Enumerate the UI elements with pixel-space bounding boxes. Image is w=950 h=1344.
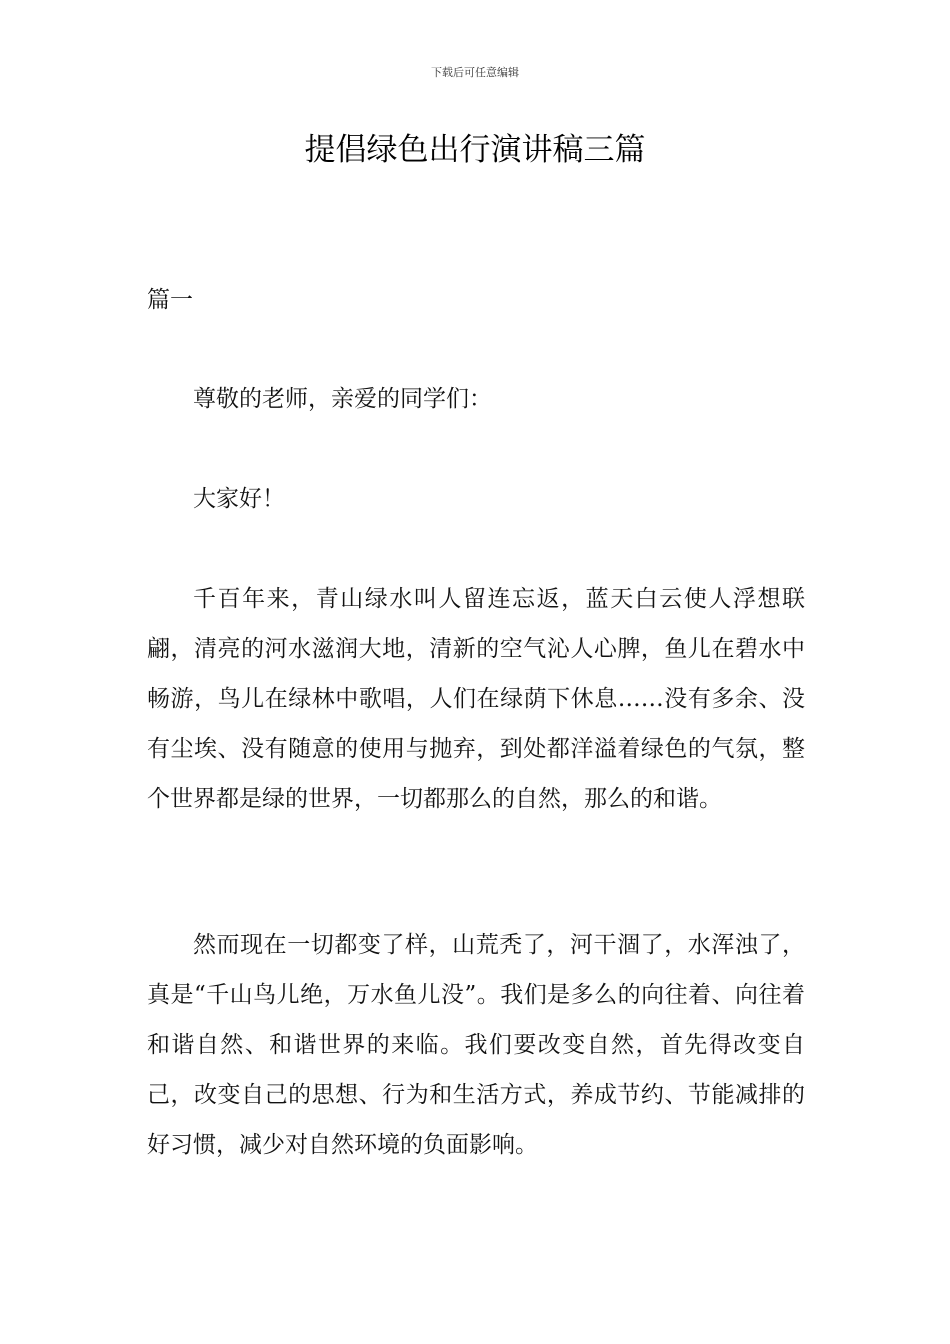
paragraph-greeting: 尊敬的老师，亲爱的同学们： xyxy=(193,386,492,412)
paragraph-hello: 大家好！ xyxy=(193,486,285,512)
paragraph-body: 然而现在一切都变了样，山荒秃了，河干涸了，水浑浊了，真是“千山鸟儿绝，万水鱼儿没”。我们是多么的向往着、向往着和谐自然、和谐世界的来临。我们要改变自然，首先得改变自己，改变自己的思想、行为和生活方式，养成节约、节能减排的好习惯，减少对自然环境的负面影响。 xyxy=(147,932,805,1158)
document-title: 提倡绿色出行演讲稿三篇 xyxy=(304,132,646,168)
section-label: 篇一 xyxy=(147,287,193,313)
header-note: 下载后可任意编辑 xyxy=(431,66,519,79)
paragraph-body: 千百年来，青山绿水叫人留连忘返，蓝天白云使人浮想联翩，清亮的河水滋润大地，清新的空气沁人心脾，鱼儿在碧水中畅游，鸟儿在绿林中歌唱，人们在绿荫下休息……没有多余、没有尘埃、没有随意的使用与抛弃，到处都洋溢着绿色的气氛，整个世界都是绿的世界，一切都那么的自然，那么的和谐。 xyxy=(147,586,805,812)
